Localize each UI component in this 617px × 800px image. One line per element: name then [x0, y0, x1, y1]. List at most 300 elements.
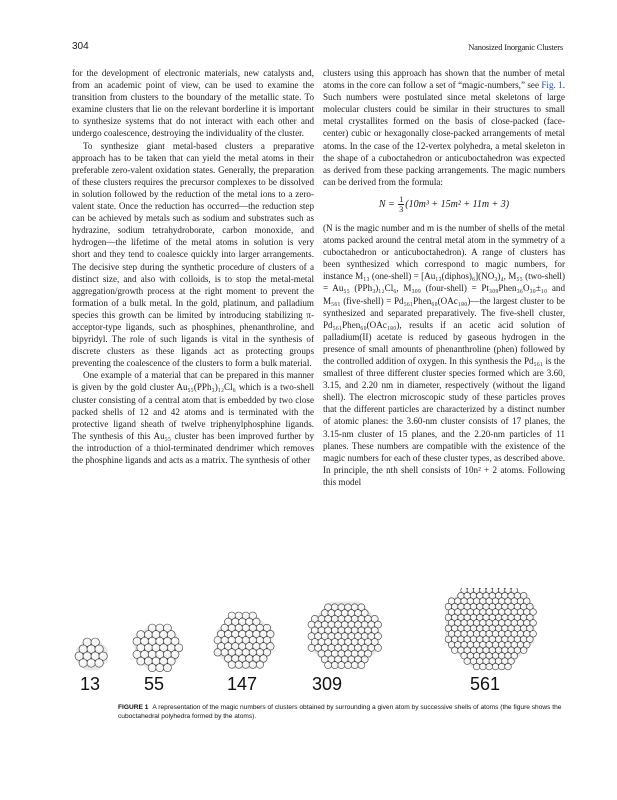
atom-highlight — [512, 588, 514, 590]
right-column — [323, 67, 565, 488]
atom-highlight — [229, 613, 232, 616]
atom-highlight — [462, 621, 464, 623]
atom-highlight — [342, 622, 344, 624]
atom-highlight — [493, 588, 495, 590]
atom-highlight — [487, 599, 489, 601]
atom-highlight — [525, 610, 527, 612]
cluster-55 — [133, 624, 183, 672]
atom-highlight — [309, 645, 311, 647]
atom-highlight — [500, 588, 502, 590]
atom-highlight — [528, 637, 530, 639]
atom-highlight — [475, 643, 477, 645]
atom-highlight — [465, 659, 467, 661]
atom-highlight — [468, 599, 470, 601]
formula-rhs: (10m³ + 15m² + 11m + 3) — [405, 198, 510, 210]
atom-highlight — [522, 615, 524, 617]
atom — [95, 659, 103, 667]
page-number: 304 — [72, 41, 89, 52]
formula-numerator: 1 — [399, 194, 404, 204]
atom-highlight — [309, 622, 311, 624]
atom-highlight — [222, 650, 225, 653]
atom-highlight — [512, 610, 514, 612]
atom-highlight — [349, 622, 351, 624]
atom-highlight — [471, 637, 473, 639]
atom-highlight — [352, 663, 354, 665]
atom-highlight — [250, 613, 253, 616]
atom-highlight — [509, 615, 511, 617]
atom-highlight — [366, 640, 368, 642]
atom-highlight — [453, 637, 455, 639]
atom-highlight — [490, 604, 492, 606]
left-paragraph-3: One example of a material that can be prepared in this manner is given by the gold cluster Au₅₅(PPh₃)₁₂Cl₆ which is a two-shell cluster consisting of a central atom that is embedded by two close packed shells of 12 and 42 atoms and is terminated with the protective ligand sheath of twelve triphenylphosphine ligands. The synthesis of this Au₅₅ cluster has been improved further by the introduction of a thiol-terminated dendrimer which removes the phosphine ligands and acts as a matrix. The synthesis of other — [72, 370, 314, 465]
atom-highlight — [342, 634, 344, 636]
atom-highlight — [462, 610, 464, 612]
atom-highlight — [462, 588, 464, 590]
atom-highlight — [459, 626, 461, 628]
atom-highlight — [496, 594, 498, 596]
atom-highlight — [146, 645, 149, 648]
atom-highlight — [506, 610, 508, 612]
atom-highlight — [449, 643, 451, 645]
atom-highlight — [346, 640, 348, 642]
atom-highlight — [362, 645, 364, 647]
atom-highlight — [219, 632, 222, 635]
atom — [87, 659, 95, 667]
atom-highlight — [161, 645, 164, 648]
atom-highlight — [500, 610, 502, 612]
atom — [498, 663, 505, 670]
atom-highlight — [446, 604, 448, 606]
atom-highlight — [229, 638, 232, 641]
atom-highlight — [509, 626, 511, 628]
atom-highlight — [258, 626, 261, 629]
atom-highlight — [456, 643, 458, 645]
atom-highlight — [500, 654, 502, 656]
atom-highlight — [326, 617, 328, 619]
atom-highlight — [475, 588, 477, 590]
atom-highlight — [471, 626, 473, 628]
atom-highlight — [349, 645, 351, 647]
atom-highlight — [153, 632, 156, 635]
atom-highlight — [172, 652, 175, 655]
atom-highlight — [515, 594, 517, 596]
atom-highlight — [254, 619, 257, 622]
atom-highlight — [332, 663, 334, 665]
atom-highlight — [478, 604, 480, 606]
atom-highlight — [332, 605, 334, 607]
atom-highlight — [525, 643, 527, 645]
atom — [375, 644, 382, 651]
atom-highlight — [465, 615, 467, 617]
atom-highlight — [236, 626, 239, 629]
atom-highlight — [506, 599, 508, 601]
atom-highlight — [478, 637, 480, 639]
atom-highlight — [157, 652, 160, 655]
atom-highlight — [468, 643, 470, 645]
figure-1-link[interactable]: Fig. 1 — [541, 80, 563, 91]
atom-highlight — [509, 648, 511, 650]
atom-highlight — [329, 657, 331, 659]
atom-highlight — [506, 643, 508, 645]
atom-highlight — [372, 628, 374, 630]
atom-highlight — [487, 621, 489, 623]
atom-highlight — [165, 639, 168, 642]
atom-highlight — [515, 648, 517, 650]
atom-highlight — [254, 656, 257, 659]
atom-highlight — [349, 611, 351, 613]
atom-highlight — [528, 615, 530, 617]
formula-denominator: 3 — [399, 204, 404, 214]
atom-highlight — [165, 665, 168, 668]
atom-highlight — [512, 621, 514, 623]
atom-highlight — [481, 610, 483, 612]
atom-highlight — [506, 621, 508, 623]
atom-highlight — [329, 622, 331, 624]
atom-highlight — [332, 640, 334, 642]
left-paragraph-1: for the development of electronic materials, new catalysts and, from an academic point of view, can be used to examine the transition from clusters to the boundary of the metallic state. To examine clusters that lie on the relevant borderline it is important to synthesize systems that do not interact with each other and undergo coalescence, destroying the individuality of the cluster. — [72, 68, 314, 139]
atom-highlight — [362, 622, 364, 624]
atom-highlight — [349, 657, 351, 659]
atom-highlight — [515, 615, 517, 617]
right-paragraph-2: (N is the magic number and m is the number of shells of the metal atoms packed around the central metal atom in the symmetry of a cuboctahedron or anticuboctahedron). A range of clusters has been synthesized which correspond to magic numbers, for instance M₁₃ (one-shell) = [Au₁₃(diphos)₆](NO₃)₄, M₅₅ (two-shell) = Au₅₅ (PPh₃)₁₂Cl₆, M₃₀₉ (four-shell) = Pt₃₀₉Phen₃₆O₃₀±₁₀ and M₅₆₁ (five-shell) = Pd₅₆₁Phen₆₀(OAc₁₈₀)—the largest cluster to be synthesized and separated preparatively. The five-shell cluster, Pd₅₆₁Phen₆₀(OAc₁₈₀), results if an acetic acid solution of palladium(II) acetate is reduced by gaseous hydrogen in the presence of small amounts of phenanthroline (phen) followed by the controlled addition of oxygen. In this synthesis the Pd₅₆₁ is the smallest of three different cluster species formed which are 3.60, 3.15, and 2.20 nm in diameter, respectively (without the ligand shell). The electron microscopic study of these particles proves that the different particles are characterized by a distinct number of atomic planes: the 3.60-nm cluster consists of 17 planes, the 3.15-nm cluster of 15 planes, and the 2.20-nm particles of 11 planes. These numbers are compatible with the existence of the magic numbers for each of these cluster types, as described above. In principle, the nth shell consists of 10n² + 2 atoms. Following this model — [323, 222, 565, 487]
atom-highlight — [316, 634, 318, 636]
atom-highlight — [522, 594, 524, 596]
atom-highlight — [493, 643, 495, 645]
formula-lhs: N = — [378, 198, 398, 210]
atom-highlight — [96, 646, 99, 649]
atom-highlight — [481, 664, 483, 666]
atom-highlight — [468, 632, 470, 634]
atom — [351, 662, 358, 669]
cluster-147 — [214, 612, 274, 669]
atom-highlight — [459, 615, 461, 617]
atom-highlight — [453, 615, 455, 617]
atom-highlight — [518, 610, 520, 612]
atom-highlight — [462, 643, 464, 645]
atom-highlight — [233, 632, 236, 635]
atom-highlight — [134, 639, 137, 642]
atom-highlight — [366, 617, 368, 619]
atom-highlight — [157, 665, 160, 668]
atom-highlight — [134, 652, 137, 655]
atom-highlight — [475, 654, 477, 656]
atom-highlight — [359, 640, 361, 642]
atom-highlight — [493, 664, 495, 666]
atom-highlight — [150, 665, 153, 668]
atom-highlight — [243, 638, 246, 641]
atom-highlight — [322, 645, 324, 647]
atom-highlight — [240, 619, 243, 622]
atom-highlight — [362, 634, 364, 636]
cluster-label-13: 13 — [80, 674, 101, 694]
atom-highlight — [146, 632, 149, 635]
atom-highlight — [487, 654, 489, 656]
atom — [249, 661, 256, 668]
formula-fraction — [398, 195, 404, 214]
atom-highlight — [356, 645, 358, 647]
atom-highlight — [243, 662, 246, 665]
atom-highlight — [332, 651, 334, 653]
atom-highlight — [531, 632, 533, 634]
atom-highlight — [503, 604, 505, 606]
atom-highlight — [487, 610, 489, 612]
atom-highlight — [522, 637, 524, 639]
atom-highlight — [359, 663, 361, 665]
atom-highlight — [500, 621, 502, 623]
atom-highlight — [471, 659, 473, 661]
atom-highlight — [503, 626, 505, 628]
atom-highlight — [138, 645, 141, 648]
atom-highlight — [518, 621, 520, 623]
atom-highlight — [459, 594, 461, 596]
atom-highlight — [484, 626, 486, 628]
atom — [308, 644, 315, 651]
atom-highlight — [250, 650, 253, 653]
atom-highlight — [172, 639, 175, 642]
cluster-13 — [75, 638, 108, 670]
atom-highlight — [247, 632, 250, 635]
atom-highlight — [509, 604, 511, 606]
atom — [505, 663, 512, 670]
atom — [358, 662, 365, 669]
atom-highlight — [462, 599, 464, 601]
atom-highlight — [503, 615, 505, 617]
atom-highlight — [369, 622, 371, 624]
atom-highlight — [336, 645, 338, 647]
atom-highlight — [484, 648, 486, 650]
atom-highlight — [342, 645, 344, 647]
atom-highlight — [226, 632, 229, 635]
atom — [338, 662, 345, 669]
atom-highlight — [319, 651, 321, 653]
atom-highlight — [352, 628, 354, 630]
atom-highlight — [352, 640, 354, 642]
atom-highlight — [376, 634, 378, 636]
atom-highlight — [471, 604, 473, 606]
atom-highlight — [240, 644, 243, 647]
atom — [242, 661, 249, 668]
atom — [214, 649, 221, 656]
atom-highlight — [236, 638, 239, 641]
atom-highlight — [449, 610, 451, 612]
atom-highlight — [500, 632, 502, 634]
atom-highlight — [359, 628, 361, 630]
atom-highlight — [265, 650, 268, 653]
atom-highlight — [268, 644, 271, 647]
atom-highlight — [313, 640, 315, 642]
atom-highlight — [459, 637, 461, 639]
atom-highlight — [92, 653, 95, 656]
atom-highlight — [478, 594, 480, 596]
atom-highlight — [150, 639, 153, 642]
atom-highlight — [369, 634, 371, 636]
atom-highlight — [481, 621, 483, 623]
atom-highlight — [250, 638, 253, 641]
atom — [520, 647, 527, 654]
atom-highlight — [512, 632, 514, 634]
magic-number-formula — [323, 195, 565, 214]
atom-highlight — [346, 617, 348, 619]
atom-highlight — [512, 643, 514, 645]
atom-highlight — [349, 634, 351, 636]
atom-highlight — [468, 610, 470, 612]
left-paragraph-2: To synthesize giant metal-based clusters a preparative approach has to be taken that can yield the metal atoms in their preferable zero-valent oxidation states. Generally, the preparation of these clusters requires the precursor complexes to be dissolved in solution followed by the reduction of the metal ions to a zero-valent state. Once the reduction has occurred—the reduction step can be achieved by metals such as sodium and substrates such as hydrazine, sodium tetrahydroborate, carbon monoxide, and hydrogen—the lifetime of the metal atoms in solution is very short and they tend to coalesce quickly into larger arrangements. The decisive step during the synthetic procedure of clusters of a distinct size, and also with colloids, is to stop the metal-metal aggregation/growth process at the right moment to prevent the formation of a bulk metal. In the gold, platinum, and palladium species this growth can be limited by introducing stabilizing π-acceptor-type ligands, such as phosphines, phenanthroline, and bipyridyl. The role of such ligands is vital in the synthesis of discrete clusters as these ligands act as protecting groups preventing the coalescence of the clusters to form a bulk material. — [72, 140, 314, 369]
atom-highlight — [506, 654, 508, 656]
atom-highlight — [142, 639, 145, 642]
atom-highlight — [506, 632, 508, 634]
atom-highlight — [326, 628, 328, 630]
cluster-label-561: 561 — [470, 674, 501, 694]
atom-highlight — [478, 615, 480, 617]
atom-highlight — [142, 652, 145, 655]
atom-highlight — [475, 599, 477, 601]
atom — [331, 662, 338, 669]
atom-highlight — [84, 639, 87, 642]
atom-highlight — [453, 604, 455, 606]
atom-highlight — [352, 605, 354, 607]
running-title: Nanosized Inorganic Clusters — [468, 42, 563, 52]
atom-highlight — [326, 605, 328, 607]
atom-highlight — [229, 626, 232, 629]
atom — [79, 659, 87, 667]
atom-highlight — [518, 643, 520, 645]
atom-highlight — [496, 626, 498, 628]
atom-highlight — [456, 632, 458, 634]
atom-highlight — [525, 599, 527, 601]
atom-highlight — [336, 657, 338, 659]
atom-highlight — [490, 615, 492, 617]
atom-highlight — [522, 648, 524, 650]
atom-highlight — [465, 626, 467, 628]
atom-highlight — [493, 654, 495, 656]
atom-highlight — [146, 659, 149, 662]
atom-highlight — [493, 621, 495, 623]
atom-highlight — [153, 659, 156, 662]
atom-highlight — [240, 656, 243, 659]
atom-highlight — [258, 650, 261, 653]
atom-highlight — [456, 599, 458, 601]
atom-highlight — [496, 615, 498, 617]
atom-highlight — [468, 588, 470, 590]
atom-highlight — [169, 632, 172, 635]
atom-highlight — [481, 643, 483, 645]
atom-highlight — [456, 621, 458, 623]
right-paragraph-1 — [323, 67, 565, 188]
atom-highlight — [356, 622, 358, 624]
atom-highlight — [484, 594, 486, 596]
atom-highlight — [88, 646, 91, 649]
atom-highlight — [490, 637, 492, 639]
figure-1 — [60, 588, 600, 698]
atom-highlight — [500, 643, 502, 645]
atom-highlight — [88, 660, 91, 663]
atom-highlight — [157, 625, 160, 628]
atom-highlight — [522, 626, 524, 628]
atom-highlight — [496, 659, 498, 661]
atom-highlight — [247, 644, 250, 647]
atom-highlight — [366, 628, 368, 630]
atom-highlight — [471, 594, 473, 596]
atom-highlight — [484, 615, 486, 617]
atom-highlight — [509, 594, 511, 596]
atom-highlight — [346, 663, 348, 665]
atom-highlight — [92, 639, 95, 642]
atom-highlight — [243, 613, 246, 616]
atom-highlight — [258, 662, 261, 665]
atom-highlight — [222, 626, 225, 629]
atom-highlight — [500, 664, 502, 666]
atom-highlight — [372, 640, 374, 642]
atom — [148, 664, 156, 672]
cluster-illustration — [60, 588, 600, 678]
atom-highlight — [456, 610, 458, 612]
atom-highlight — [332, 628, 334, 630]
atom-highlight — [481, 654, 483, 656]
atom — [156, 664, 164, 672]
atom — [464, 658, 471, 665]
atom-highlight — [150, 625, 153, 628]
caption-label: FIGURE 1 — [118, 704, 149, 711]
atom-highlight — [496, 604, 498, 606]
atom-highlight — [484, 637, 486, 639]
atom-highlight — [462, 654, 464, 656]
atom-highlight — [478, 648, 480, 650]
atom-highlight — [515, 637, 517, 639]
atom-highlight — [528, 626, 530, 628]
atom-highlight — [326, 651, 328, 653]
atom-highlight — [322, 611, 324, 613]
atom-highlight — [478, 659, 480, 661]
atom-highlight — [226, 619, 229, 622]
atom-highlight — [176, 645, 179, 648]
atom-highlight — [509, 659, 511, 661]
atom-highlight — [236, 662, 239, 665]
atom-highlight — [352, 651, 354, 653]
atom-highlight — [376, 622, 378, 624]
atom-highlight — [261, 644, 264, 647]
atom-highlight — [258, 638, 261, 641]
atom-highlight — [531, 621, 533, 623]
atom-highlight — [222, 638, 225, 641]
atom-highlight — [515, 626, 517, 628]
atom-highlight — [475, 664, 477, 666]
atom-highlight — [247, 619, 250, 622]
atom-highlight — [356, 657, 358, 659]
atom-highlight — [329, 634, 331, 636]
atom-highlight — [265, 638, 268, 641]
atom-highlight — [372, 617, 374, 619]
atom-highlight — [449, 632, 451, 634]
atom-highlight — [506, 664, 508, 666]
atom-highlight — [342, 657, 344, 659]
atom-highlight — [468, 621, 470, 623]
atom-highlight — [490, 659, 492, 661]
atom-highlight — [336, 622, 338, 624]
atom-highlight — [490, 626, 492, 628]
atom-highlight — [359, 651, 361, 653]
atom-highlight — [254, 632, 257, 635]
atom-highlight — [515, 604, 517, 606]
atom-highlight — [366, 651, 368, 653]
atom-highlight — [503, 648, 505, 650]
atom-highlight — [236, 613, 239, 616]
atom-highlight — [362, 611, 364, 613]
cluster-label-55: 55 — [144, 674, 165, 694]
atom-highlight — [352, 617, 354, 619]
atom-highlight — [487, 664, 489, 666]
atom-highlight — [346, 605, 348, 607]
atom-highlight — [449, 621, 451, 623]
